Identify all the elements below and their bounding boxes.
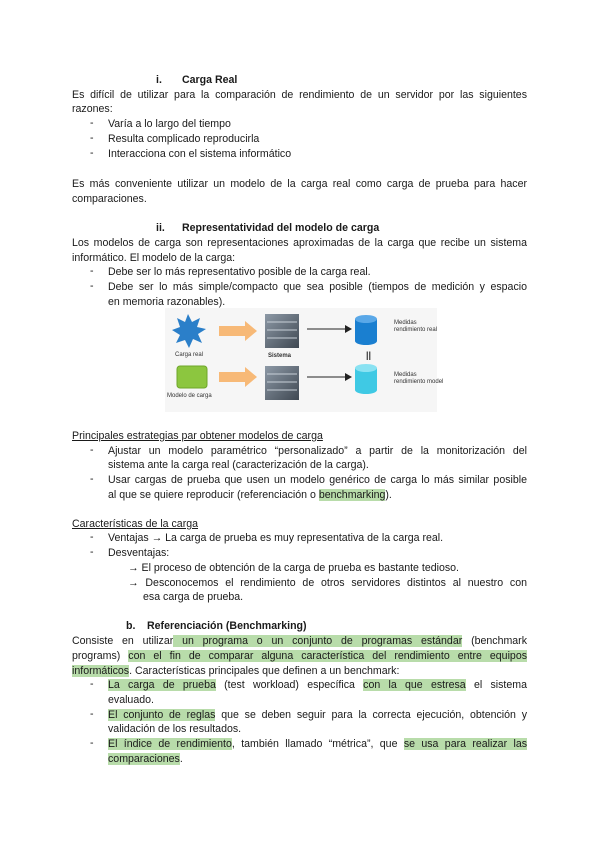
carga-real-star-icon xyxy=(172,314,206,348)
highlight-run: benchmarking xyxy=(318,489,386,501)
bullet-dash: - xyxy=(90,132,94,144)
section-number: b. xyxy=(126,620,136,632)
bullet-dash: - xyxy=(90,265,94,277)
sistema-server-icon xyxy=(265,366,299,400)
equivalence-mark: || xyxy=(366,350,372,360)
section-title: Referenciación (Benchmarking) xyxy=(147,620,307,632)
section-title: Carga Real xyxy=(182,74,238,86)
list-item-continuation: en memoria razonables). xyxy=(108,296,226,308)
figure-label: Sistema xyxy=(268,353,292,359)
list-item xyxy=(108,708,527,723)
paragraph-line xyxy=(72,664,527,679)
text-run: Consiste en utilizar xyxy=(72,635,174,647)
figure-label: Carga real xyxy=(175,352,204,358)
figure-label xyxy=(394,320,437,334)
output-arrow-icon xyxy=(307,373,352,381)
highlight-run: con el fin de comparar alguna característica del rendimiento entre equipos xyxy=(128,650,528,662)
figure-label-line: Medidas xyxy=(394,320,417,326)
highlight-run: se usa para realizar las xyxy=(403,738,528,750)
text-run: . Características principales que definen a un benchmark: xyxy=(129,665,400,677)
bullet-dash: - xyxy=(90,147,94,159)
subsection-heading: Características de la carga xyxy=(72,518,199,530)
list-item: Varía a lo largo del tiempo xyxy=(108,118,231,130)
bullet-dash: - xyxy=(90,280,94,292)
modelo-carga-box-icon xyxy=(177,366,207,388)
list-item xyxy=(108,737,527,752)
highlight-run: un programa o un conjunto de programas estándar xyxy=(173,635,463,647)
figure-label: Modelo de carga xyxy=(167,393,212,399)
highlight-run: El índice de rendimiento xyxy=(108,738,232,750)
paragraph-line xyxy=(72,649,527,664)
text-run: ). xyxy=(385,489,392,501)
figure-label-line: rendimiento real xyxy=(394,327,438,333)
list-item-continuation: evaluado. xyxy=(108,694,154,706)
list-item: Resulta complicado reproducirla xyxy=(108,133,260,145)
list-item: Debe ser lo más simple/compacto que sea posible (tiempos de medición y espacio xyxy=(108,281,527,293)
arrow-icon xyxy=(219,321,257,341)
workload-diagram xyxy=(165,308,444,412)
list-item: Usar cargas de prueba que usen un modelo genérico de carga lo más similar posible xyxy=(108,474,527,486)
text-run: que se deben seguir para la correcta ejecución, obtención y xyxy=(215,709,527,721)
bullet-dash: - xyxy=(90,531,94,543)
list-item: Ajustar un modelo paramétrico “personalizado” a partir de la monitorización del xyxy=(108,445,527,457)
text-run: al que se quiere reproducir (referenciación o xyxy=(108,489,319,501)
list-item: Debe ser lo más representativo posible de la carga real. xyxy=(108,266,371,278)
list-item-continuation: validación de los resultados. xyxy=(108,723,242,735)
highlight-run: informáticos xyxy=(72,665,130,677)
text-run: programs) xyxy=(72,650,129,662)
medidas-real-cylinder-icon xyxy=(355,315,377,345)
bullet-dash: - xyxy=(90,708,94,720)
bullet-dash: - xyxy=(90,737,94,749)
sub-list-item-continuation: esa carga de prueba. xyxy=(143,591,244,603)
list-item-continuation xyxy=(108,488,527,503)
section-number: ii. xyxy=(156,222,165,234)
highlight-run: comparaciones xyxy=(108,753,180,765)
figure-label-line: Medidas xyxy=(394,372,417,378)
paragraph-line xyxy=(72,634,527,649)
sistema-server-icon xyxy=(265,314,299,348)
paragraph-line: comparaciones. xyxy=(72,193,147,205)
bullet-dash: - xyxy=(90,546,94,558)
list-item: Desventajas: xyxy=(108,547,170,559)
text-run: , también llamado “métrica”, que xyxy=(231,738,404,750)
bullet-dash: - xyxy=(90,473,94,485)
highlight-run: La carga de prueba xyxy=(108,679,216,691)
medidas-modelo-cylinder-icon xyxy=(355,364,377,394)
text-run: el sistema xyxy=(465,679,527,691)
section-title: Representatividad del modelo de carga xyxy=(182,222,380,234)
list-item: Ventajas → La carga de prueba es muy representativa de la carga real. xyxy=(108,532,444,544)
figure-label xyxy=(394,372,443,386)
paragraph-line: informático. El modelo de la carga: xyxy=(72,252,236,264)
subsection-heading: Principales estrategias par obtener modelos de carga xyxy=(72,430,323,442)
bullet-dash: - xyxy=(90,678,94,690)
list-item: Interacciona con el sistema informático xyxy=(108,148,292,160)
section-number: i. xyxy=(156,74,162,86)
text-run: . xyxy=(179,753,183,765)
bullet-dash: - xyxy=(90,117,94,129)
list-item-continuation xyxy=(108,752,527,767)
paragraph-line: razones: xyxy=(72,103,113,115)
text-run: (test workload) específica xyxy=(215,679,364,691)
text-run: (benchmark xyxy=(462,635,527,647)
paragraph-line: Es más conveniente utilizar un modelo de la carga real como carga de prueba para hacer xyxy=(72,178,527,190)
paragraph-line: Es difícil de utilizar para la comparación de rendimiento de un servidor por las siguientes xyxy=(72,89,527,101)
bullet-dash: - xyxy=(90,444,94,456)
sub-list-item: → El proceso de obtención de la carga de prueba es bastante tedioso. xyxy=(128,562,459,574)
highlight-run: El conjunto de reglas xyxy=(108,709,216,721)
paragraph-line: Los modelos de carga son representaciones aproximadas de la carga que recibe un sistema xyxy=(72,237,527,249)
arrow-icon xyxy=(219,367,257,387)
list-item-continuation: sistema ante la carga real (caracterización de la carga). xyxy=(108,459,369,471)
output-arrow-icon xyxy=(307,325,352,333)
list-item xyxy=(108,678,527,693)
figure-label-line: rendimiento model xyxy=(394,379,444,385)
highlight-run: con la que estresa xyxy=(363,679,466,691)
sub-list-item: → Desconocemos el rendimiento de otros servidores distintos al nuestro con xyxy=(128,577,527,589)
